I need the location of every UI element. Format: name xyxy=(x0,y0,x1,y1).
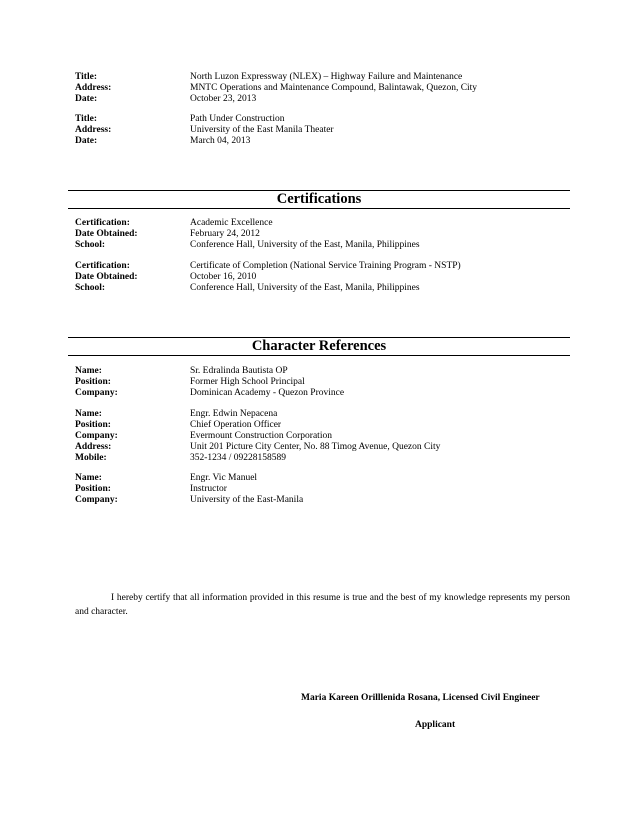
certification-entry xyxy=(75,261,575,294)
field-label: Name: xyxy=(75,473,102,483)
field-value: Conference Hall, University of the East, Manila, Philippines xyxy=(190,240,420,250)
certification-row xyxy=(75,218,575,229)
section-title: Certifications xyxy=(276,191,362,207)
field-value: Evermount Construction Corporation xyxy=(190,431,332,441)
field-value: Certificate of Completion (National Service Training Program - NSTP) xyxy=(190,261,461,271)
address-row xyxy=(75,442,575,453)
seminar-date-row xyxy=(75,136,575,147)
name-row xyxy=(75,409,575,420)
date-obtained-row xyxy=(75,272,575,283)
name-row xyxy=(75,473,575,484)
field-label: Date: xyxy=(75,94,98,104)
field-label: Position: xyxy=(75,377,111,387)
field-label: Address: xyxy=(75,125,112,135)
reference-entry xyxy=(75,473,575,506)
field-label: Date Obtained: xyxy=(75,272,138,282)
field-label: Position: xyxy=(75,484,111,494)
field-label: Company: xyxy=(75,388,118,398)
certification-statement: I hereby certify that all information provided in this resume is true and the best of my knowledge represents my person and character. xyxy=(75,593,570,617)
seminar-address-row xyxy=(75,83,575,94)
field-label: Company: xyxy=(75,431,118,441)
field-value: October 23, 2013 xyxy=(190,94,257,104)
name-row xyxy=(75,366,575,377)
field-label: Name: xyxy=(75,409,102,419)
field-label: Position: xyxy=(75,420,111,430)
company-row xyxy=(75,431,575,442)
certifications-heading xyxy=(68,190,570,209)
field-label: Address: xyxy=(75,442,112,452)
seminar-title-row xyxy=(75,72,575,83)
field-value: October 16, 2010 xyxy=(190,272,257,282)
field-value: Dominican Academy - Quezon Province xyxy=(190,388,345,398)
field-label: Certification: xyxy=(75,261,130,271)
field-label: Date: xyxy=(75,136,98,146)
field-value: Instructor xyxy=(190,484,227,494)
company-row xyxy=(75,495,575,506)
seminar-address-row xyxy=(75,125,575,136)
field-value: Engr. Vic Manuel xyxy=(190,473,258,483)
school-row xyxy=(75,283,575,294)
field-value: 352-1234 / 09228158589 xyxy=(190,453,287,463)
field-value: Former High School Principal xyxy=(190,377,305,387)
field-label: School: xyxy=(75,283,106,293)
field-value: University of the East-Manila xyxy=(190,495,304,505)
field-label: Name: xyxy=(75,366,102,376)
seminar-entry xyxy=(75,114,575,147)
field-value: Chief Operation Officer xyxy=(190,420,282,430)
field-label: School: xyxy=(75,240,106,250)
position-row xyxy=(75,420,575,431)
field-value: Sr. Edralinda Bautista OP xyxy=(190,366,288,376)
field-value: February 24, 2012 xyxy=(190,229,260,239)
mobile-row xyxy=(75,453,575,464)
character-references-heading xyxy=(68,337,570,356)
field-value: Conference Hall, University of the East, Manila, Philippines xyxy=(190,283,420,293)
seminar-entry xyxy=(75,72,575,105)
field-value: March 04, 2013 xyxy=(190,136,251,146)
field-label: Title: xyxy=(75,72,97,82)
seminar-title-row xyxy=(75,114,575,125)
reference-entry xyxy=(75,366,575,399)
field-label: Company: xyxy=(75,495,118,505)
section-title: Character References xyxy=(251,338,387,354)
signature-role: Applicant xyxy=(415,720,456,730)
field-value: Engr. Edwin Nepacena xyxy=(190,409,278,419)
school-row xyxy=(75,240,575,251)
reference-entry xyxy=(75,409,575,464)
field-label: Title: xyxy=(75,114,97,124)
field-value: Academic Excellence xyxy=(190,218,273,228)
field-value: MNTC Operations and Maintenance Compound, Balintawak, Quezon, City xyxy=(190,83,478,93)
field-label: Address: xyxy=(75,83,112,93)
field-label: Certification: xyxy=(75,218,130,228)
certification-entry xyxy=(75,218,575,251)
field-value: Path Under Construction xyxy=(190,114,285,124)
field-value: Unit 201 Picture City Center, No. 88 Timog Avenue, Quezon City xyxy=(190,442,441,452)
field-value: North Luzon Expressway (NLEX) – Highway Failure and Maintenance xyxy=(190,72,463,82)
seminar-date-row xyxy=(75,94,575,105)
certification-row xyxy=(75,261,575,272)
company-row xyxy=(75,388,575,399)
signature-name: Maria Kareen Orilllenida Rosana, Licensed Civil Engineer xyxy=(301,693,540,703)
date-obtained-row xyxy=(75,229,575,240)
field-value: University of the East Manila Theater xyxy=(190,125,334,135)
position-row xyxy=(75,484,575,495)
position-row xyxy=(75,377,575,388)
field-label: Mobile: xyxy=(75,453,107,463)
field-label: Date Obtained: xyxy=(75,229,138,239)
